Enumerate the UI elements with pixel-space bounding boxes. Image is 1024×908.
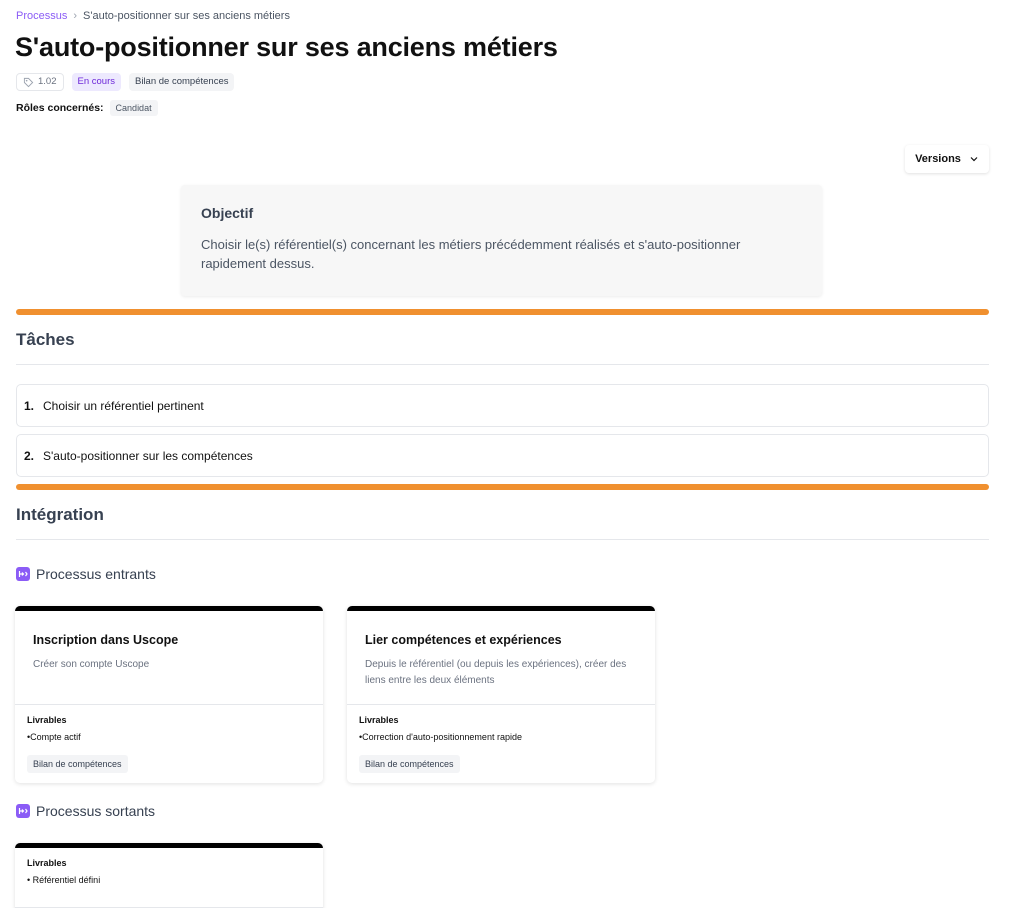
- chevron-down-icon: [969, 154, 979, 164]
- incoming-process-card-2[interactable]: [347, 606, 655, 783]
- outgoing-heading-label: Processus sortants: [36, 803, 156, 819]
- divider: [16, 539, 989, 540]
- breadcrumb-separator: ›: [73, 10, 78, 22]
- process-flow-icon: [16, 804, 30, 818]
- deliverables-label: Livrables: [359, 715, 399, 725]
- task-item-2[interactable]: [16, 434, 989, 477]
- task-item-1[interactable]: [16, 384, 989, 427]
- divider: [16, 364, 989, 365]
- deliverables-label: Livrables: [27, 858, 67, 868]
- roles-label: Rôles concernés:: [16, 102, 104, 114]
- card-footer: [15, 705, 323, 783]
- role-chip-candidat: Candidat: [110, 100, 158, 116]
- incoming-process-card-1[interactable]: [15, 606, 323, 783]
- version-badge: [16, 73, 64, 91]
- badges-row: [16, 73, 234, 91]
- card-body: [15, 611, 323, 705]
- versions-label: Versions: [915, 153, 961, 165]
- objective-title: Objectif: [201, 205, 254, 221]
- card-description: Créer son compte Uscope: [33, 659, 150, 670]
- objective-card: [181, 185, 822, 296]
- breadcrumb-current: S'auto-positionner sur ses anciens métiers: [83, 10, 290, 22]
- status-badge: En cours: [72, 73, 122, 91]
- tag-icon: [23, 77, 34, 88]
- category-chip: Bilan de compétences: [359, 755, 460, 773]
- task-number: 2.: [24, 448, 35, 463]
- card-description: Depuis le référentiel (ou depuis les expériences), créer des liens entre les deux éléments: [365, 659, 627, 686]
- card-body: [347, 611, 655, 705]
- card-footer: [347, 705, 655, 783]
- task-label: S'auto-positionner sur les compétences: [43, 448, 253, 463]
- outgoing-process-card-1[interactable]: [15, 843, 323, 908]
- breadcrumb-processus-link[interactable]: Processus: [16, 10, 68, 22]
- deliverable-item: • Référentiel défini: [27, 875, 101, 885]
- roles-row: [16, 100, 158, 116]
- category-badge: Bilan de compétences: [129, 73, 234, 91]
- card-title: Inscription dans Uscope: [33, 633, 179, 647]
- deliverable-item: •Compte actif: [27, 732, 81, 742]
- page-title: S'auto-positionner sur ses anciens métiers: [15, 32, 558, 62]
- deliverable-item: •Correction d'auto-positionnement rapide: [359, 732, 522, 742]
- deliverables-label: Livrables: [27, 715, 67, 725]
- process-flow-icon: [16, 567, 30, 581]
- incoming-processes-heading: [16, 566, 156, 582]
- section-bar-integration: [16, 484, 989, 490]
- objective-text: Choisir le(s) référentiel(s) concernant les métiers précédemment réalisés et s'auto-positionner rapidement dessus.: [201, 237, 741, 271]
- versions-button[interactable]: [905, 145, 989, 173]
- outgoing-processes-heading: [16, 803, 155, 819]
- breadcrumb: [16, 10, 290, 22]
- card-footer: [15, 848, 323, 908]
- incoming-heading-label: Processus entrants: [36, 566, 156, 582]
- section-bar-taches: [16, 309, 989, 315]
- category-chip: Bilan de compétences: [27, 755, 128, 773]
- section-title-taches: Tâches: [16, 330, 75, 349]
- section-title-integration: Intégration: [16, 505, 104, 524]
- task-number: 1.: [24, 398, 35, 413]
- version-label: 1.02: [38, 76, 57, 87]
- task-label: Choisir un référentiel pertinent: [43, 398, 204, 413]
- card-title: Lier compétences et expériences: [365, 633, 562, 647]
